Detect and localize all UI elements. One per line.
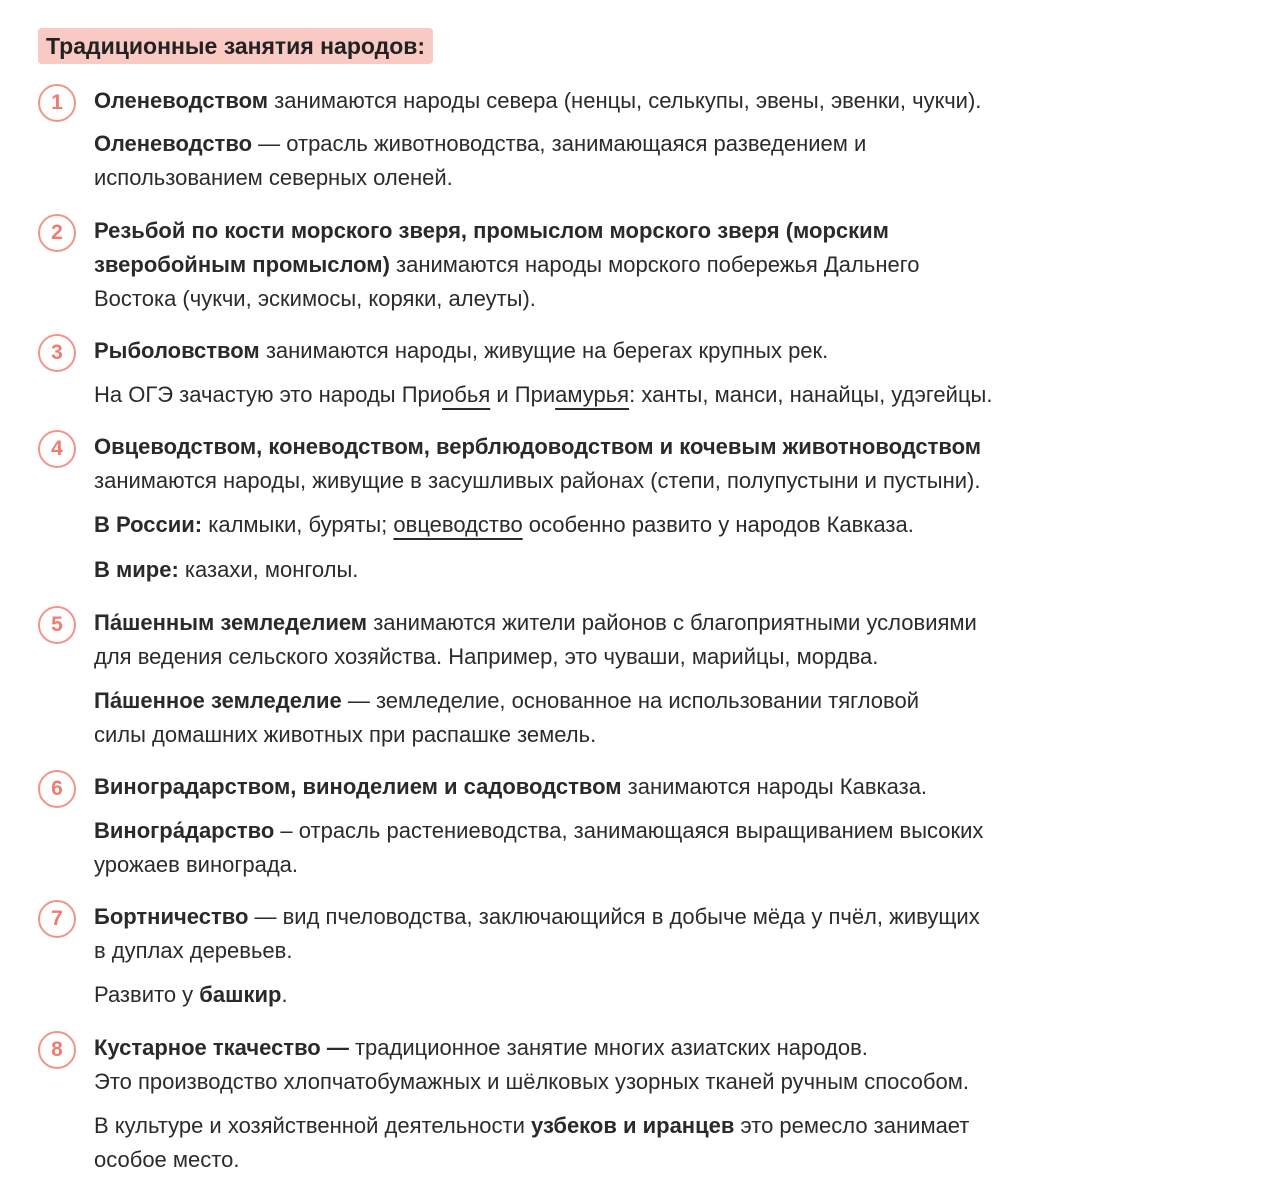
item-note: На ОГЭ зачастую это народы Приобья и Приамурья: ханты, манси, нанайцы, удэгейцы. [94, 382, 993, 407]
number-badge: 4 [38, 430, 76, 468]
number-badge: 5 [38, 606, 76, 644]
item-text: Виноградарством, виноделием и садоводством занимаются народы Кавказа. [94, 774, 928, 799]
item-note: В культуре и хозяйственной деятельности узбеков и иранцев это ремесло занимает особое место. [94, 1113, 970, 1172]
page-title: Традиционные занятия народов: [38, 28, 433, 64]
definition: Оленеводство — отрасль животноводства, занимающаяся разведением и использованием северных оленей. [94, 131, 867, 190]
number-badge: 2 [38, 214, 76, 252]
definition: Виногра́дарство – отрасль растениеводства, занимающаяся выращиванием высоких урожаев винограда. [94, 818, 984, 877]
number-badge: 6 [38, 770, 76, 808]
number-badge: 1 [38, 84, 76, 122]
number-badge: 7 [38, 900, 76, 938]
definition: Па́шенное земледелие — земледелие, основанное на использовании тягловой силы домашних животных при распашке земель. [94, 688, 919, 747]
number-badge: 8 [38, 1031, 76, 1069]
item-text: Бортничество — вид пчеловодства, заключающийся в добыче мёда у пчёл, живущих в дуплах деревьев. [94, 904, 980, 963]
item-text: Кустарное ткачество — традиционное занятие многих азиатских народов. Это производство хлопчатобумажных и шёлковых узорных тканей ручным способом. [94, 1035, 969, 1094]
item-text: Рыболовством занимаются народы, живущие на берегах крупных рек. [94, 338, 829, 363]
item-note: Развито у башкир. [94, 982, 288, 1007]
number-badge: 3 [38, 334, 76, 372]
item-text: Па́шенным земледелием занимаются жители районов с благоприятными условиями для ведения сельского хозяйства. Например, это чуваши, марийцы, мордва. [94, 610, 977, 669]
item-note: В России: калмыки, буряты; овцеводство особенно развито у народов Кавказа. [94, 512, 914, 537]
term: Оленеводством [94, 88, 268, 113]
item-note: В мире: казахи, монголы. [94, 557, 359, 582]
item-text: Овцеводством, коневодством, верблюдоводством и кочевым животноводством занимаются народы, живущие в засушливых районах (степи, полупустыни и пустыни). [94, 434, 982, 493]
item-text: Резьбой по кости морского зверя, промыслом морского зверя (морским зверобойным промыслом) занимаются народы морского побережья Дальнего Востока (чукчи, эскимосы, коряки, алеуты). [94, 218, 920, 311]
item-text: Оленеводством занимаются народы севера (ненцы, селькупы, эвены, эвенки, чукчи). [94, 88, 982, 113]
term: Оленеводство [94, 131, 253, 156]
